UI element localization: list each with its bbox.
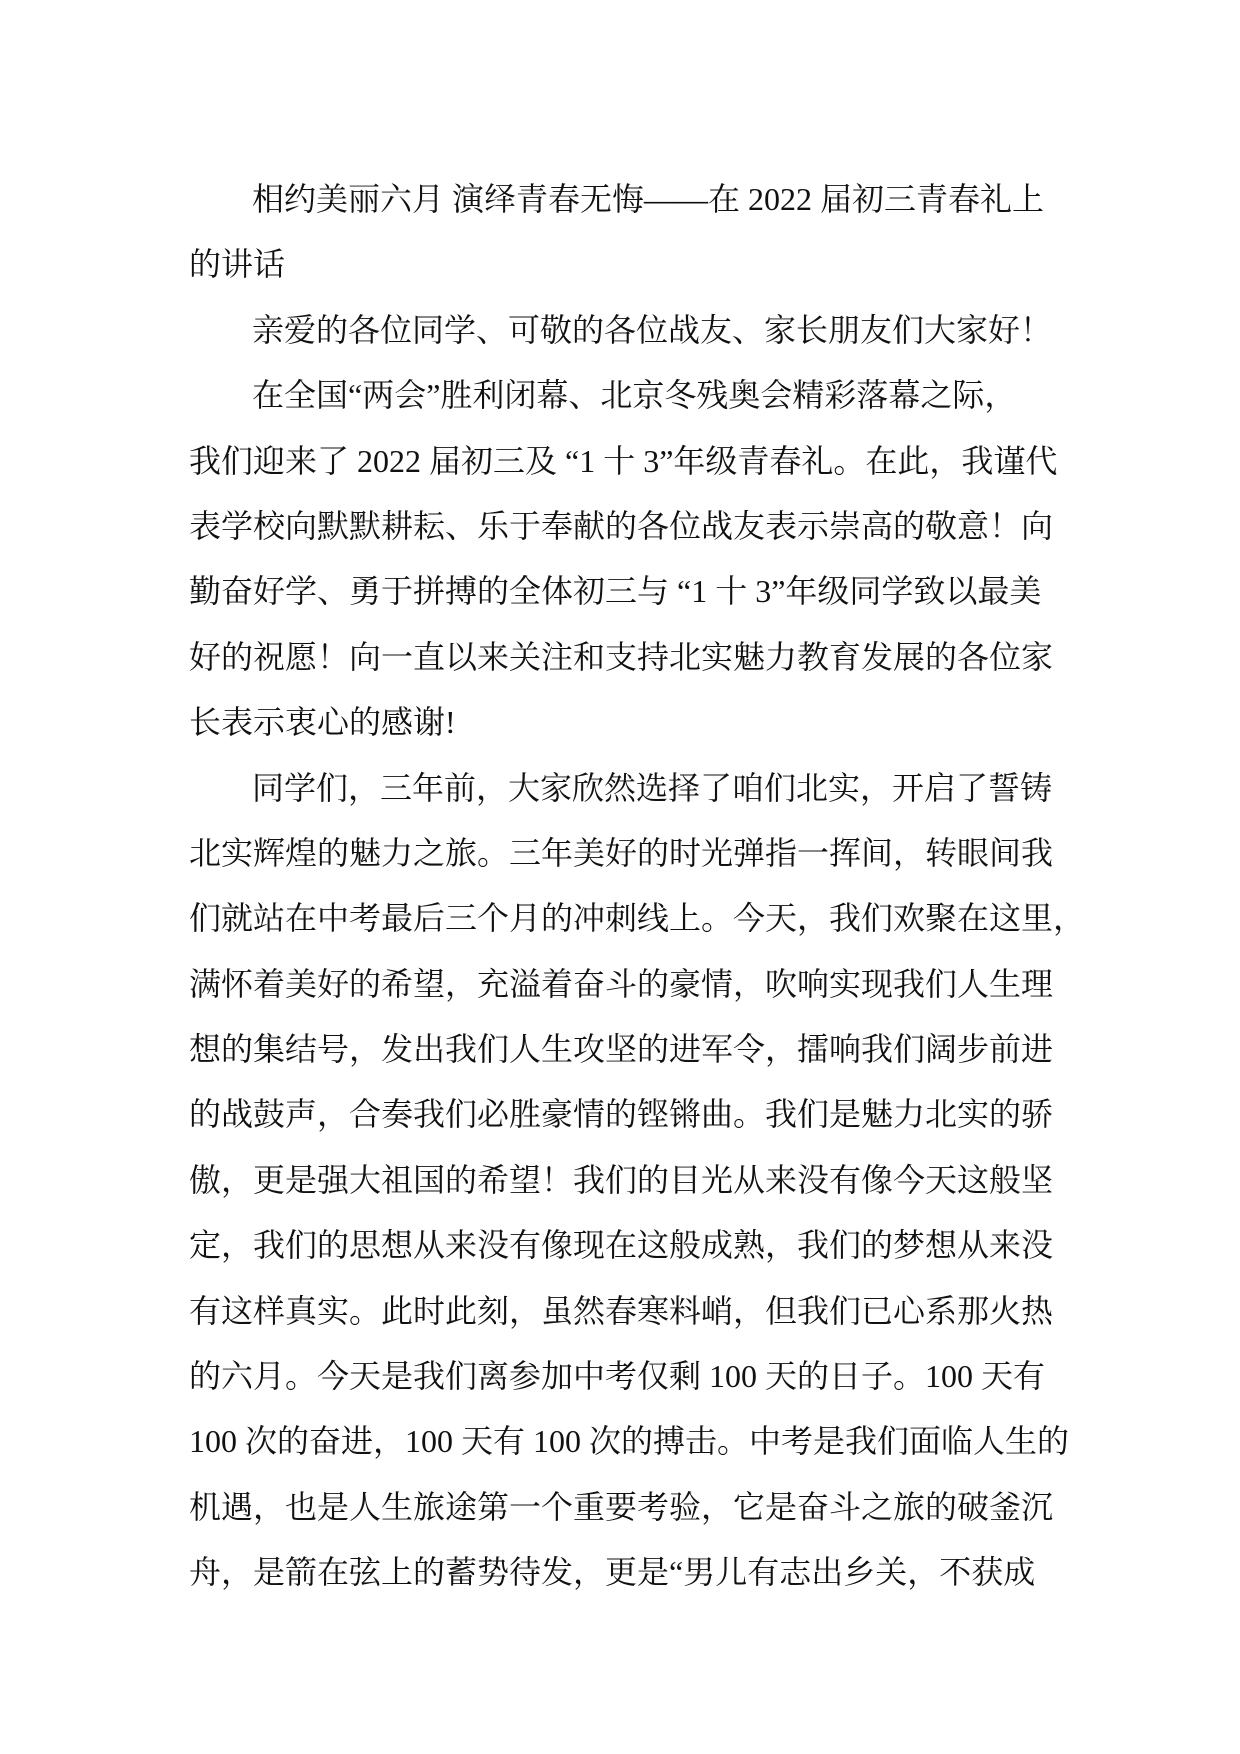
paragraph-line: 想的集结号，发出我们人生攻坚的进军令，擂响我们阔步前进	[189, 1031, 1054, 1068]
title-paragraph	[189, 167, 1089, 298]
paragraph-line: 满怀着美好的希望，充溢着奋斗的豪情，吹响实现我们人生理	[189, 965, 1054, 1002]
body-paragraph	[189, 756, 1089, 1606]
paragraph-line: 勤奋好学、勇于拼搏的全体初三与 “1 十 3”年级同学致以最美	[189, 573, 1042, 610]
paragraph-line: 舟，是箭在弦上的蓄势待发，更是“男儿有志出乡关，不获成	[189, 1554, 1036, 1591]
paragraph-line: 的战鼓声，合奏我们必胜豪情的铿锵曲。我们是魅力北实的骄	[189, 1096, 1054, 1133]
greeting-paragraph	[189, 298, 1089, 363]
body-paragraph	[189, 363, 1089, 755]
paragraph-line: 在全国“两会”胜利闭幕、北京冬残奥会精彩落幕之际，	[252, 377, 1017, 414]
paragraph-line: 长表示衷心的感谢!	[189, 704, 456, 741]
paragraph-line: 表学校向默默耕耘、乐于奉献的各位战友表示崇高的敬意！向	[189, 507, 1054, 544]
paragraph-line: 我们迎来了 2022 届初三及 “1 十 3”年级青春礼。在此，我谨代	[189, 442, 1058, 479]
paragraph-line: 同学们，三年前，大家欣然选择了咱们北实，开启了誓铸	[252, 769, 1053, 806]
paragraph-line: 们就站在中考最后三个月的冲刺线上。今天，我们欢聚在这里，	[189, 900, 1086, 937]
paragraph-line: 有这样真实。此时此刻，虽然春寒料峭，但我们已心系那火热	[189, 1292, 1054, 1329]
paragraph-line: 100 次的奋进，100 天有 100 次的搏击。中考是我们面临人生的	[189, 1423, 1070, 1460]
paragraph-line: 傲，更是强大祖国的希望！我们的目光从来没有像今天这般坚	[189, 1161, 1054, 1198]
paragraph-line: 的讲话	[189, 246, 286, 283]
paragraph-line: 相约美丽六月 演绎青春无悔——在 2022 届初三青春礼上	[252, 181, 1045, 217]
paragraph-line: 北实辉煌的魅力之旅。三年美好的时光弹指一挥间，转眼间我	[189, 834, 1054, 871]
paragraph-line: 定，我们的思想从来没有像现在这般成熟，我们的梦想从来没	[189, 1227, 1054, 1264]
paragraph-line: 好的祝愿！向一直以来关注和支持北实魅力教育发展的各位家	[189, 638, 1054, 675]
paragraph-line: 机遇，也是人生旅途第一个重要考验，它是奋斗之旅的破釜沉	[189, 1488, 1054, 1525]
document-body	[189, 167, 1089, 1606]
paragraph-line: 亲爱的各位同学、可敬的各位战友、家长朋友们大家好！	[252, 311, 1053, 348]
paragraph-line: 的六月。今天是我们离参加中考仅剩 100 天的日子。100 天有	[189, 1358, 1046, 1395]
